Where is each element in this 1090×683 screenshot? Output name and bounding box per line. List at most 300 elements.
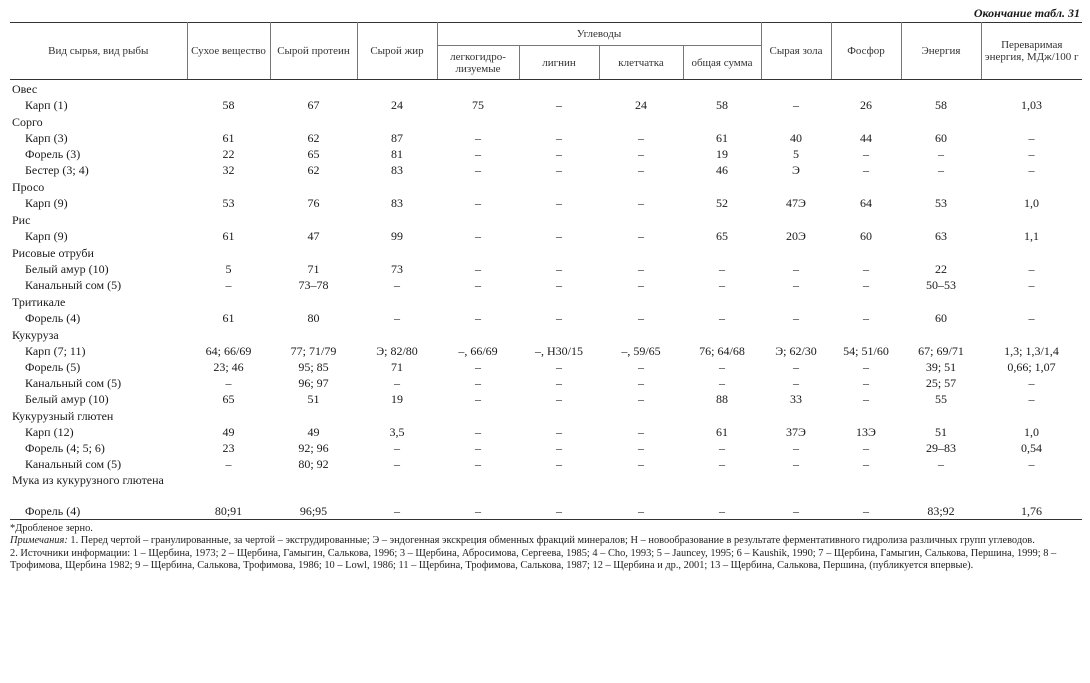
row-name: Карп (7; 11) [25, 344, 86, 358]
empty-cell [270, 326, 357, 343]
row-name: Бестер (3; 4) [25, 163, 89, 177]
table-row [10, 359, 1082, 375]
empty-cell [761, 178, 831, 195]
table-row [10, 503, 1082, 520]
empty-cell [981, 178, 1082, 195]
empty-cell [981, 80, 1082, 98]
table-cell: 61 [222, 311, 235, 325]
table-cell: 29–83 [926, 441, 956, 455]
table-cell: – [638, 163, 644, 177]
table-cell: – [475, 376, 481, 390]
empty-cell [357, 293, 437, 310]
table-cell: – [475, 457, 481, 471]
row-name: Карп (3) [25, 131, 68, 145]
table-cell: 67 [307, 98, 320, 112]
table-cell: 64 [860, 196, 872, 210]
header-lignin: лигнин [519, 46, 599, 80]
empty-cell [519, 407, 599, 424]
row-name: Карп (1) [25, 98, 68, 112]
empty-cell [599, 472, 683, 503]
table-cell: 88 [716, 392, 728, 406]
row-name: Белый амур (10) [25, 262, 109, 276]
table-cell: – [793, 262, 799, 276]
table-row [10, 375, 1082, 391]
table-cell: 53 [222, 196, 235, 210]
data-table [10, 22, 1082, 520]
header-digestible-energy: Переваримая энергия, МДж/100 г [981, 23, 1082, 80]
table-row [10, 424, 1082, 440]
table-cell: 96; 97 [298, 376, 329, 390]
empty-cell [901, 407, 981, 424]
table-cell: 13Э [856, 425, 876, 439]
empty-cell [519, 326, 599, 343]
empty-cell [981, 113, 1082, 130]
empty-cell [519, 293, 599, 310]
table-row [10, 162, 1082, 178]
header-energy: Энергия [901, 23, 981, 80]
group-name: Кукурузный глютен [12, 408, 114, 423]
table-cell: – [719, 360, 725, 374]
table-cell: – [719, 457, 725, 471]
header-carbohydrates: Углеводы [437, 23, 761, 46]
table-cell: – [638, 196, 644, 210]
table-cell: 87 [391, 131, 403, 145]
table-cell: 71 [391, 360, 403, 374]
table-cell: 26 [860, 98, 872, 112]
group-row [10, 326, 1082, 343]
table-cell: – [556, 147, 562, 161]
table-cell: – [863, 262, 869, 276]
empty-cell [683, 113, 761, 130]
table-cell: – [638, 425, 644, 439]
table-cell: – [394, 278, 400, 292]
table-cell: 1,0 [1024, 196, 1039, 210]
table-row [10, 277, 1082, 293]
empty-cell [437, 211, 519, 228]
table-cell: – [556, 131, 562, 145]
row-name: Карп (12) [25, 425, 74, 439]
table-cell: – [1028, 147, 1035, 161]
empty-cell [901, 244, 981, 261]
empty-cell [270, 113, 357, 130]
table-cell: 19 [716, 147, 728, 161]
table-cell: 50–53 [926, 278, 956, 292]
table-row [10, 310, 1082, 326]
table-cell: Э; 62/30 [775, 344, 817, 358]
table-cell: – [938, 457, 944, 471]
table-cell: – [761, 503, 831, 520]
header-easy-hydrolyzed: легкогидро-лизуемые [437, 46, 519, 80]
table-cell: – [793, 457, 799, 471]
empty-cell [437, 407, 519, 424]
empty-cell [761, 80, 831, 98]
table-cell: – [638, 392, 644, 406]
row-name: Белый амур (10) [25, 392, 109, 406]
table-cell: – [938, 147, 944, 161]
empty-cell [831, 80, 901, 98]
table-cell: 19 [391, 392, 403, 406]
table-cell: 58 [222, 98, 235, 112]
table-cell: – [863, 147, 869, 161]
table-cell: – [556, 163, 562, 177]
empty-cell [357, 244, 437, 261]
row-name: Карп (9) [25, 196, 68, 210]
empty-cell [270, 472, 357, 503]
row-name: Форель (5) [25, 360, 81, 374]
table-cell: 1,03 [1021, 98, 1042, 112]
header-ash: Сырая зола [761, 23, 831, 80]
table-cell: 22 [935, 262, 947, 276]
empty-cell [437, 244, 519, 261]
empty-cell [519, 211, 599, 228]
table-cell: 0,54 [1021, 441, 1042, 455]
empty-cell [357, 178, 437, 195]
empty-cell [599, 178, 683, 195]
table-cell: 63 [935, 229, 947, 243]
table-cell: – [1028, 163, 1035, 177]
table-cell: – [475, 392, 481, 406]
empty-cell [270, 211, 357, 228]
empty-cell [187, 244, 270, 261]
table-cell: 71 [307, 262, 320, 276]
empty-cell [187, 211, 270, 228]
table-cell: – [475, 425, 481, 439]
table-cell: – [556, 196, 562, 210]
table-cell: – [1028, 131, 1035, 145]
row-name: Форель (4) [10, 503, 187, 520]
table-cell: – [793, 376, 799, 390]
empty-cell [831, 407, 901, 424]
table-cell: 22 [222, 147, 235, 161]
table-cell: – [556, 425, 562, 439]
table-cell: 5 [793, 147, 799, 161]
table-cell: – [863, 360, 869, 374]
table-cell: – [556, 262, 562, 276]
table-cell: 32 [222, 163, 235, 177]
empty-cell [599, 80, 683, 98]
empty-cell [519, 80, 599, 98]
empty-cell [761, 211, 831, 228]
empty-cell [761, 293, 831, 310]
empty-cell [683, 211, 761, 228]
group-name: Просо [12, 179, 45, 194]
table-cell: 96;95 [270, 503, 357, 520]
empty-cell [357, 472, 437, 503]
table-cell: 1,3; 1,3/1,4 [1004, 344, 1059, 358]
empty-cell [831, 472, 901, 503]
table-cell: – [863, 163, 869, 177]
table-cell: – [475, 262, 481, 276]
empty-cell [599, 407, 683, 424]
table-cell: – [599, 503, 683, 520]
table-cell: – [475, 163, 481, 177]
note-2: 2. Источники информации: 1 – Щербина, 1973; 2 – Щербина, Гамыгин, Салькова, 1996; 3 – Щербина, Абросимова, Сергеева, 1985; 4 – Cho, 1993; 5 – Jauncey, 1995; 6 – Kaushik, 1990; 7 – Щербина, Гамыгин, Салькова, Першина, 1999; 8 – Трофимова, Щербина 1982; 9 – Щербина, Салькова, Трофимова, 1986; 10 – Lowl, 1986; 11 – Щербина, Трофимова, Салькова, 1987; 12 – Щербина и др., 2001; 13 – Щербина, Салькова, Першина, (публикуется впервые). [10, 547, 1057, 571]
table-cell: – [1028, 376, 1035, 390]
empty-cell [437, 80, 519, 98]
table-cell: – [638, 147, 644, 161]
empty-cell [831, 244, 901, 261]
table-cell: 1,1 [1024, 229, 1039, 243]
table-cell: – [475, 147, 481, 161]
table-cell: Э; 82/80 [376, 344, 418, 358]
group-name: Кукуруза [12, 327, 59, 342]
empty-cell [831, 211, 901, 228]
table-cell: – [475, 229, 481, 243]
empty-cell [901, 113, 981, 130]
empty-cell [270, 80, 357, 98]
table-caption: Окончание табл. 31 [973, 6, 1080, 20]
table-row [10, 195, 1082, 211]
table-row [10, 261, 1082, 277]
empty-cell [599, 113, 683, 130]
empty-cell [901, 80, 981, 98]
table-cell: 51 [307, 392, 320, 406]
table-cell: 37Э [786, 425, 806, 439]
table-cell: 52 [716, 196, 728, 210]
table-cell: 92; 96 [298, 441, 329, 455]
empty-cell [683, 293, 761, 310]
table-cell: 61 [222, 229, 235, 243]
table-cell: – [556, 441, 562, 455]
row-name: Форель (4; 5; 6) [25, 441, 105, 455]
table-cell: – [863, 457, 869, 471]
table-cell: 40 [790, 131, 802, 145]
empty-cell [761, 113, 831, 130]
empty-cell [981, 326, 1082, 343]
table-cell: – [638, 311, 644, 325]
table-cell: 60 [935, 131, 947, 145]
header-name: Вид сырья, вид рыбы [10, 23, 187, 80]
table-cell: – [638, 262, 644, 276]
table-cell: – [938, 163, 944, 177]
table-cell: 61 [222, 131, 235, 145]
table-row [10, 130, 1082, 146]
table-cell: – [638, 376, 644, 390]
table-cell: 73 [391, 262, 403, 276]
table-cell: 44 [860, 131, 872, 145]
table-cell: 60 [860, 229, 872, 243]
empty-cell [270, 293, 357, 310]
empty-cell [683, 80, 761, 98]
table-cell: – [556, 98, 562, 112]
table-header [10, 23, 1082, 80]
note-1 [10, 535, 1082, 547]
header-fat: Сырой жир [357, 23, 437, 80]
table-cell: 65 [222, 392, 235, 406]
empty-cell [519, 178, 599, 195]
table-cell: – [475, 311, 481, 325]
table-cell: 83 [391, 196, 403, 210]
empty-cell [357, 113, 437, 130]
table-cell: 62 [307, 131, 320, 145]
table-cell: 76 [307, 196, 320, 210]
table-cell: 58 [716, 98, 728, 112]
empty-cell [831, 178, 901, 195]
table-cell: – [863, 392, 869, 406]
header-total-sum: общая сумма [683, 46, 761, 80]
table-cell: 65 [307, 147, 320, 161]
table-cell: 80; 92 [298, 457, 329, 471]
table-cell: – [638, 278, 644, 292]
empty-cell [599, 211, 683, 228]
table-cell: 53 [935, 196, 947, 210]
table-cell: – [556, 457, 562, 471]
table-cell: – [793, 360, 799, 374]
empty-cell [437, 472, 519, 503]
table-cell: – [437, 503, 519, 520]
footnote: *Дробленое зерно. [10, 523, 93, 534]
empty-cell [981, 407, 1082, 424]
empty-cell [761, 407, 831, 424]
table-cell: – [638, 457, 644, 471]
table-cell: – [638, 441, 644, 455]
table-cell: – [225, 457, 232, 471]
empty-cell [437, 113, 519, 130]
table-cell: 51 [935, 425, 947, 439]
empty-cell [683, 326, 761, 343]
table-cell: – [475, 360, 481, 374]
table-cell: 67; 69/71 [918, 344, 964, 358]
table-cell: 61 [716, 131, 728, 145]
empty-cell [357, 211, 437, 228]
empty-cell [519, 244, 599, 261]
empty-cell [901, 178, 981, 195]
table-cell: 80 [307, 311, 320, 325]
header-phosphorus: Фосфор [831, 23, 901, 80]
table-cell: – [1028, 278, 1035, 292]
table-cell: Э [792, 163, 800, 177]
table-cell: 24 [391, 98, 403, 112]
table-cell: 49 [307, 425, 320, 439]
table-cell: – [1028, 311, 1035, 325]
table-cell: 1,76 [981, 503, 1082, 520]
group-name: Овес [12, 81, 38, 96]
table-cell: 55 [935, 392, 947, 406]
table-cell: 46 [716, 163, 728, 177]
empty-cell [761, 244, 831, 261]
table-cell: 95; 85 [298, 360, 329, 374]
empty-cell [831, 293, 901, 310]
table-cell: 64; 66/69 [205, 344, 252, 358]
table-body [10, 80, 1082, 520]
table-cell: – [1028, 457, 1035, 471]
table-cell: 23; 46 [213, 360, 244, 374]
table-cell: – [475, 441, 481, 455]
table-cell: – [863, 441, 869, 455]
table-cell: – [1028, 262, 1035, 276]
group-row [10, 80, 1082, 98]
table-cell: – [793, 278, 799, 292]
empty-cell [357, 407, 437, 424]
empty-cell [270, 407, 357, 424]
table-cell: – [475, 131, 481, 145]
empty-cell [981, 211, 1082, 228]
table-cell: 99 [391, 229, 403, 243]
table-cell: – [719, 376, 725, 390]
table-cell: – [719, 262, 725, 276]
table-cell: 47Э [786, 196, 806, 210]
empty-cell [901, 326, 981, 343]
row-name: Форель (4) [25, 311, 81, 325]
table-cell: – [1028, 392, 1035, 406]
empty-cell [683, 472, 761, 503]
table-row [10, 391, 1082, 407]
group-row [10, 211, 1082, 228]
table-cell: – [225, 376, 232, 390]
table-cell: – [556, 229, 562, 243]
table-cell: 5 [225, 262, 232, 276]
table-cell: 0,66; 1,07 [1007, 360, 1056, 374]
empty-cell [981, 472, 1082, 503]
row-name: Карп (9) [25, 229, 68, 243]
empty-cell [357, 80, 437, 98]
table-cell: 3,5 [389, 425, 405, 439]
table-cell: – [556, 360, 562, 374]
empty-cell [683, 244, 761, 261]
empty-cell [270, 178, 357, 195]
table-cell: 1,0 [1024, 425, 1039, 439]
table-cell: – [793, 441, 799, 455]
table-row [10, 343, 1082, 359]
table-cell: – [863, 278, 869, 292]
empty-cell [981, 244, 1082, 261]
table-cell: –, 59/65 [621, 344, 661, 358]
table-cell: – [793, 98, 799, 112]
header-dry-matter: Сухое вещество [187, 23, 270, 80]
empty-cell [519, 113, 599, 130]
table-row [10, 456, 1082, 472]
table-cell: 80;91 [187, 503, 270, 520]
table-cell: 83;92 [901, 503, 981, 520]
empty-cell [901, 211, 981, 228]
table-cell: – [475, 196, 481, 210]
table-cell: 83 [391, 163, 403, 177]
empty-cell [901, 293, 981, 310]
table-cell: 65 [716, 229, 728, 243]
header-fiber: клетчатка [599, 46, 683, 80]
table-cell: – [793, 311, 799, 325]
group-row [10, 293, 1082, 310]
table-cell: – [475, 278, 481, 292]
table-cell: 54; 51/60 [843, 344, 889, 358]
table-cell: 60 [935, 311, 947, 325]
table-cell: 39; 51 [925, 360, 957, 374]
empty-cell [761, 472, 831, 503]
table-cell: – [831, 503, 901, 520]
empty-cell [437, 178, 519, 195]
group-row [10, 407, 1082, 424]
group-row [10, 113, 1082, 130]
group-name: Сорго [12, 114, 43, 129]
empty-cell [831, 113, 901, 130]
page [10, 0, 1082, 572]
table-row [10, 440, 1082, 456]
row-name: Форель (3) [25, 147, 81, 161]
table-cell: 58 [935, 98, 947, 112]
table-cell: – [638, 360, 644, 374]
table-cell: 81 [391, 147, 403, 161]
empty-cell [187, 293, 270, 310]
table-cell: – [863, 311, 869, 325]
table-cell: – [556, 376, 562, 390]
header-protein: Сырой протеин [270, 23, 357, 80]
note-1-text: 1. Перед чертой – гранулированные, за чертой – экструдированные; Э – эндогенная экскреция обменных фракций минералов; Н – новообразование в результате ферментативного гидролиза различных групп углеводов. [67, 535, 1035, 547]
table-cell: –, 66/69 [458, 344, 498, 358]
table-row [10, 228, 1082, 244]
empty-cell [901, 472, 981, 503]
table-cell: 73–78 [298, 278, 329, 292]
table-cell: – [863, 376, 869, 390]
